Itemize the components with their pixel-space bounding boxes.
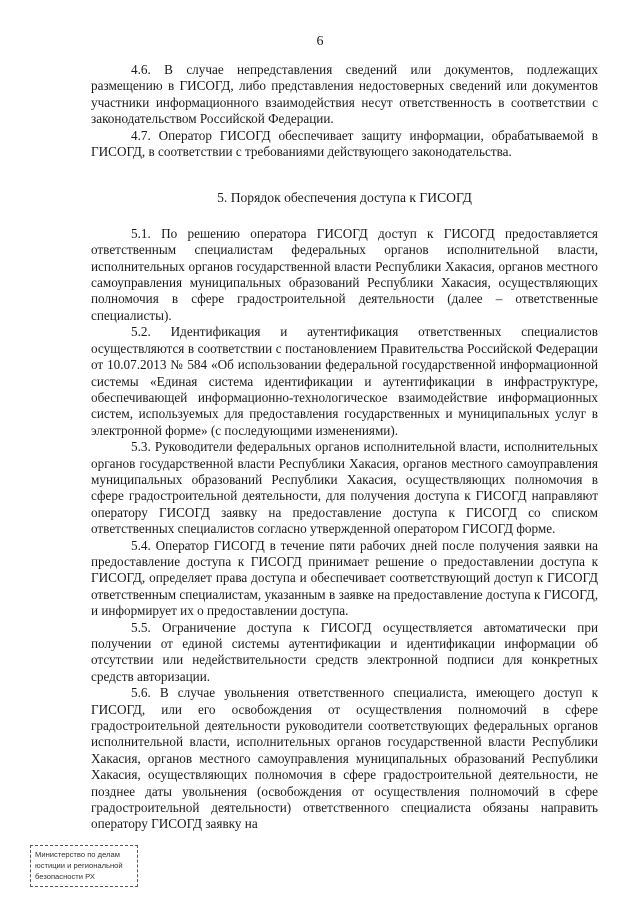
- section-5-title: 5. Порядок обеспечения доступа к ГИСОГД: [217, 190, 472, 206]
- paragraph-5-2: 5.2. Идентификация и аутентификация ответственных специалистов осуществляются в соответствии с постановлением Правительства Российской Федерации от 10.07.2013 № 584 «Об использовании федеральной государственной информационной системы «Единая система идентификации и аутентификации в инфраструктуре, обеспечивающей информационно-технологическое взаимодействие информационных систем, используемых для предоставления государственных и муниципальных услуг в электронной форме» (с последующими изменениями).: [91, 324, 598, 438]
- stamp-line: юстиции и региональной: [35, 861, 123, 870]
- stamp-line: Министерство по делам: [35, 850, 120, 859]
- document-body: [91, 62, 598, 833]
- paragraph-5-5: 5.5. Ограничение доступа к ГИСОГД осуществляется автоматически при получении от единой системы аутентификации и идентификации информации об отсутствии или недействительности средств электронной подписи для конкретных средств авторизации.: [91, 619, 598, 684]
- paragraph-5-3: 5.3. Руководители федеральных органов исполнительной власти, исполнительных органов государственной власти Республики Хакасия, органов местного самоуправления муниципальных образований Республики Хакасия, осуществляющих полномочия в сфере градостроительной деятельности, для получения доступа к ГИСОГД направляют оператору ГИСОГД заявку на предоставление доступа к ГИСОГД со списком ответственных специалистов согласно утвержденной оператором ГИСОГД форме.: [91, 439, 598, 537]
- page-number: 6: [316, 34, 324, 49]
- paragraph-4-6: 4.6. В случае непредставления сведений или документов, подлежащих размещению в ГИСОГД, либо представления недостоверных сведений или документов участники информационного взаимодействия несут ответственность в соответствии с законодательством Российской Федерации.: [91, 62, 598, 127]
- registration-stamp: [30, 845, 138, 887]
- paragraph-4-7: 4.7. Оператор ГИСОГД обеспечивает защиту информации, обрабатываемой в ГИСОГД, в соответствии с требованиями действующего законодательства.: [91, 127, 598, 160]
- paragraph-5-1: 5.1. По решению оператора ГИСОГД доступ к ГИСОГД предоставляется ответственным специалистам федеральных органов исполнительной власти, исполнительных органов государственной власти Республики Хакасия, органов местного самоуправления муниципальных образований Республики Хакасия, осуществляющих полномочия в сфере градостроительной деятельности (далее – ответственные специалисты).: [91, 225, 598, 323]
- paragraph-5-6: 5.6. В случае увольнения ответственного специалиста, имеющего доступ к ГИСОГД, или его освобождения от осуществления полномочий в сфере градостроительной деятельности руководители соответствующих федеральных органов исполнительной власти, исполнительных органов государственной власти Республики Хакасия, органов местного самоуправления муниципальных образований Республики Хакасия, осуществляющих полномочия в сфере градостроительной деятельности, не позднее даты увольнения (освобождения от осуществления полномочий в сфере градостроительной деятельности) ответственного специалиста обязаны направить оператору ГИСОГД заявку на: [91, 685, 598, 832]
- paragraph-5-4: 5.4. Оператор ГИСОГД в течение пяти рабочих дней после получения заявки на предоставление доступа к ГИСОГД принимает решение о предоставлении доступа к ГИСОГД, определяет права доступа и обеспечивает соответствующий доступ к ГИСОГД ответственным специалистам, указанным в заявке на предоставление доступа к ГИСОГД, и информирует их о предоставлении доступа.: [91, 537, 598, 619]
- stamp-line: безопасности РХ: [35, 872, 95, 881]
